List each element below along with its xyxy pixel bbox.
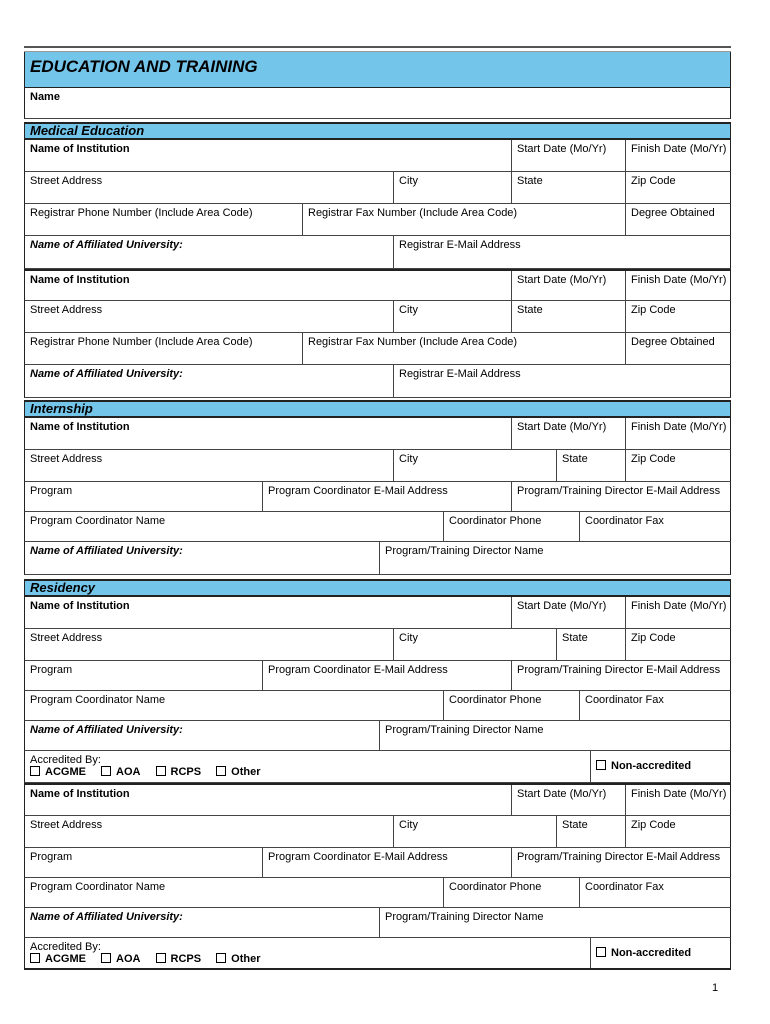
section-internship: Internship	[24, 400, 731, 418]
institution-name-field[interactable]: Name of Institution	[30, 274, 130, 286]
street-address-field[interactable]: Street Address	[30, 632, 103, 644]
coordinator-fax-field[interactable]: Coordinator Fax	[579, 512, 730, 541]
registrar-email-field[interactable]: Registrar E-Mail Address	[393, 236, 730, 268]
start-date-field[interactable]: Start Date (Mo/Yr)	[511, 597, 625, 628]
med-registrar-row	[24, 204, 731, 236]
acgme-option[interactable]: ACGME	[30, 766, 86, 778]
director-name-field[interactable]: Program/Training Director Name	[379, 542, 730, 574]
institution-name-field[interactable]: Name of Institution	[30, 788, 130, 800]
res-university-row	[24, 908, 731, 938]
zip-code-field[interactable]: Zip Code	[625, 301, 730, 332]
institution-name-field[interactable]: Name of Institution	[30, 421, 130, 433]
street-address-field[interactable]: Street Address	[30, 304, 103, 316]
degree-obtained-field[interactable]: Degree Obtained	[625, 204, 730, 235]
rcps-option[interactable]: RCPS	[156, 953, 202, 965]
checkbox-icon[interactable]	[30, 953, 40, 963]
checkbox-icon[interactable]	[156, 766, 166, 776]
rcps-option[interactable]: RCPS	[156, 766, 202, 778]
med-institution-row	[24, 269, 731, 301]
med-university-row	[24, 236, 731, 269]
res-institution-row	[24, 597, 731, 629]
affiliated-university-field[interactable]: Name of Affiliated University:	[30, 545, 183, 557]
coordinator-fax-field[interactable]: Coordinator Fax	[579, 691, 730, 720]
section-medical-education: Medical Education	[24, 122, 731, 140]
checkbox-icon[interactable]	[216, 953, 226, 963]
director-email-field[interactable]: Program/Training Director E-Mail Address	[511, 482, 730, 511]
institution-name-field[interactable]: Name of Institution	[30, 600, 130, 612]
institution-name-field[interactable]: Name of Institution	[30, 143, 130, 155]
coordinator-name-field[interactable]: Program Coordinator Name	[30, 694, 166, 706]
coordinator-email-field[interactable]: Program Coordinator E-Mail Address	[262, 482, 511, 511]
registrar-email-field[interactable]: Registrar E-Mail Address	[393, 365, 730, 397]
state-field[interactable]: State	[556, 450, 625, 481]
checkbox-icon[interactable]	[596, 947, 606, 957]
non-accredited-option[interactable]: Non-accredited	[590, 938, 730, 968]
registrar-phone-field[interactable]: Registrar Phone Number (Include Area Code)	[30, 336, 253, 348]
checkbox-icon[interactable]	[156, 953, 166, 963]
non-accredited-option[interactable]: Non-accredited	[590, 751, 730, 782]
state-field[interactable]: State	[511, 301, 625, 332]
program-field[interactable]: Program	[30, 664, 73, 676]
res-program-row	[24, 848, 731, 878]
res-accreditation-row	[24, 938, 731, 970]
res-institution-row	[24, 783, 731, 816]
street-address-field[interactable]: Street Address	[30, 175, 103, 187]
page-number: 1	[712, 982, 719, 994]
state-field[interactable]: State	[556, 816, 625, 847]
res-accreditation-row	[24, 751, 731, 783]
zip-code-field[interactable]: Zip Code	[625, 816, 730, 847]
checkbox-icon[interactable]	[216, 766, 226, 776]
intern-coordinator-row	[24, 512, 731, 542]
res-coordinator-row	[24, 691, 731, 721]
coordinator-name-field[interactable]: Program Coordinator Name	[30, 515, 166, 527]
education-training-form	[24, 46, 731, 970]
coordinator-fax-field[interactable]: Coordinator Fax	[579, 878, 730, 907]
start-date-field[interactable]: Start Date (Mo/Yr)	[511, 418, 625, 449]
coordinator-phone-field[interactable]: Coordinator Phone	[443, 691, 579, 720]
finish-date-field[interactable]: Finish Date (Mo/Yr)	[625, 418, 730, 449]
res-address-row	[24, 816, 731, 848]
med-address-row	[24, 172, 731, 204]
zip-code-field[interactable]: Zip Code	[625, 172, 730, 203]
director-name-field[interactable]: Program/Training Director Name	[379, 721, 730, 750]
med-address-row	[24, 301, 731, 333]
intern-program-row	[24, 482, 731, 512]
registrar-phone-field[interactable]: Registrar Phone Number (Include Area Code)	[30, 207, 253, 219]
finish-date-field[interactable]: Finish Date (Mo/Yr)	[625, 140, 730, 171]
affiliated-university-field[interactable]: Name of Affiliated University:	[30, 911, 183, 923]
zip-code-field[interactable]: Zip Code	[625, 450, 730, 481]
coordinator-phone-field[interactable]: Coordinator Phone	[443, 512, 579, 541]
start-date-field[interactable]: Start Date (Mo/Yr)	[511, 785, 625, 815]
city-field[interactable]: City	[393, 172, 511, 203]
section-residency: Residency	[24, 579, 731, 597]
res-university-row	[24, 721, 731, 751]
accredited-by-label: Accredited By:	[30, 754, 101, 766]
aoa-option[interactable]: AOA	[101, 766, 140, 778]
page-title: EDUCATION AND TRAINING	[24, 52, 731, 88]
finish-date-field[interactable]: Finish Date (Mo/Yr)	[625, 785, 730, 815]
affiliated-university-field[interactable]: Name of Affiliated University:	[30, 724, 183, 736]
res-coordinator-row	[24, 878, 731, 908]
res-address-row	[24, 629, 731, 661]
checkbox-icon[interactable]	[596, 760, 606, 770]
intern-university-row	[24, 542, 731, 575]
accredited-by-label: Accredited By:	[30, 941, 101, 953]
aoa-option[interactable]: AOA	[101, 953, 140, 965]
accreditation-options	[25, 751, 590, 782]
registrar-fax-field[interactable]: Registrar Fax Number (Include Area Code)	[302, 204, 625, 235]
med-registrar-row	[24, 333, 731, 365]
acgme-option[interactable]: ACGME	[30, 953, 86, 965]
name-field[interactable]: Name	[30, 91, 60, 103]
program-field[interactable]: Program	[30, 851, 73, 863]
director-name-field[interactable]: Program/Training Director Name	[379, 908, 730, 937]
program-field[interactable]: Program	[30, 485, 73, 497]
med-institution-row	[24, 140, 731, 172]
city-field[interactable]: City	[393, 301, 511, 332]
city-field[interactable]: City	[393, 629, 556, 660]
name-row	[24, 88, 731, 119]
accreditation-options	[25, 938, 590, 968]
other-option[interactable]: Other	[216, 953, 260, 965]
degree-obtained-field[interactable]: Degree Obtained	[625, 333, 730, 364]
affiliated-university-field[interactable]: Name of Affiliated University:	[30, 368, 183, 380]
start-date-field[interactable]: Start Date (Mo/Yr)	[511, 140, 625, 171]
coordinator-name-field[interactable]: Program Coordinator Name	[30, 881, 166, 893]
registrar-fax-field[interactable]: Registrar Fax Number (Include Area Code)	[302, 333, 625, 364]
coordinator-email-field[interactable]: Program Coordinator E-Mail Address	[262, 848, 511, 877]
coordinator-email-field[interactable]: Program Coordinator E-Mail Address	[262, 661, 511, 690]
other-option[interactable]: Other	[216, 766, 260, 778]
finish-date-field[interactable]: Finish Date (Mo/Yr)	[625, 271, 730, 300]
coordinator-phone-field[interactable]: Coordinator Phone	[443, 878, 579, 907]
checkbox-icon[interactable]	[30, 766, 40, 776]
med-university-row	[24, 365, 731, 398]
street-address-field[interactable]: Street Address	[30, 453, 103, 465]
start-date-field[interactable]: Start Date (Mo/Yr)	[511, 271, 625, 300]
intern-institution-row	[24, 418, 731, 450]
finish-date-field[interactable]: Finish Date (Mo/Yr)	[625, 597, 730, 628]
affiliated-university-field[interactable]: Name of Affiliated University:	[30, 239, 183, 251]
state-field[interactable]: State	[556, 629, 625, 660]
checkbox-icon[interactable]	[101, 953, 111, 963]
checkbox-icon[interactable]	[101, 766, 111, 776]
director-email-field[interactable]: Program/Training Director E-Mail Address	[511, 661, 730, 690]
intern-address-row	[24, 450, 731, 482]
street-address-field[interactable]: Street Address	[30, 819, 103, 831]
city-field[interactable]: City	[393, 816, 556, 847]
director-email-field[interactable]: Program/Training Director E-Mail Address	[511, 848, 730, 877]
city-field[interactable]: City	[393, 450, 556, 481]
zip-code-field[interactable]: Zip Code	[625, 629, 730, 660]
state-field[interactable]: State	[511, 172, 625, 203]
res-program-row	[24, 661, 731, 691]
